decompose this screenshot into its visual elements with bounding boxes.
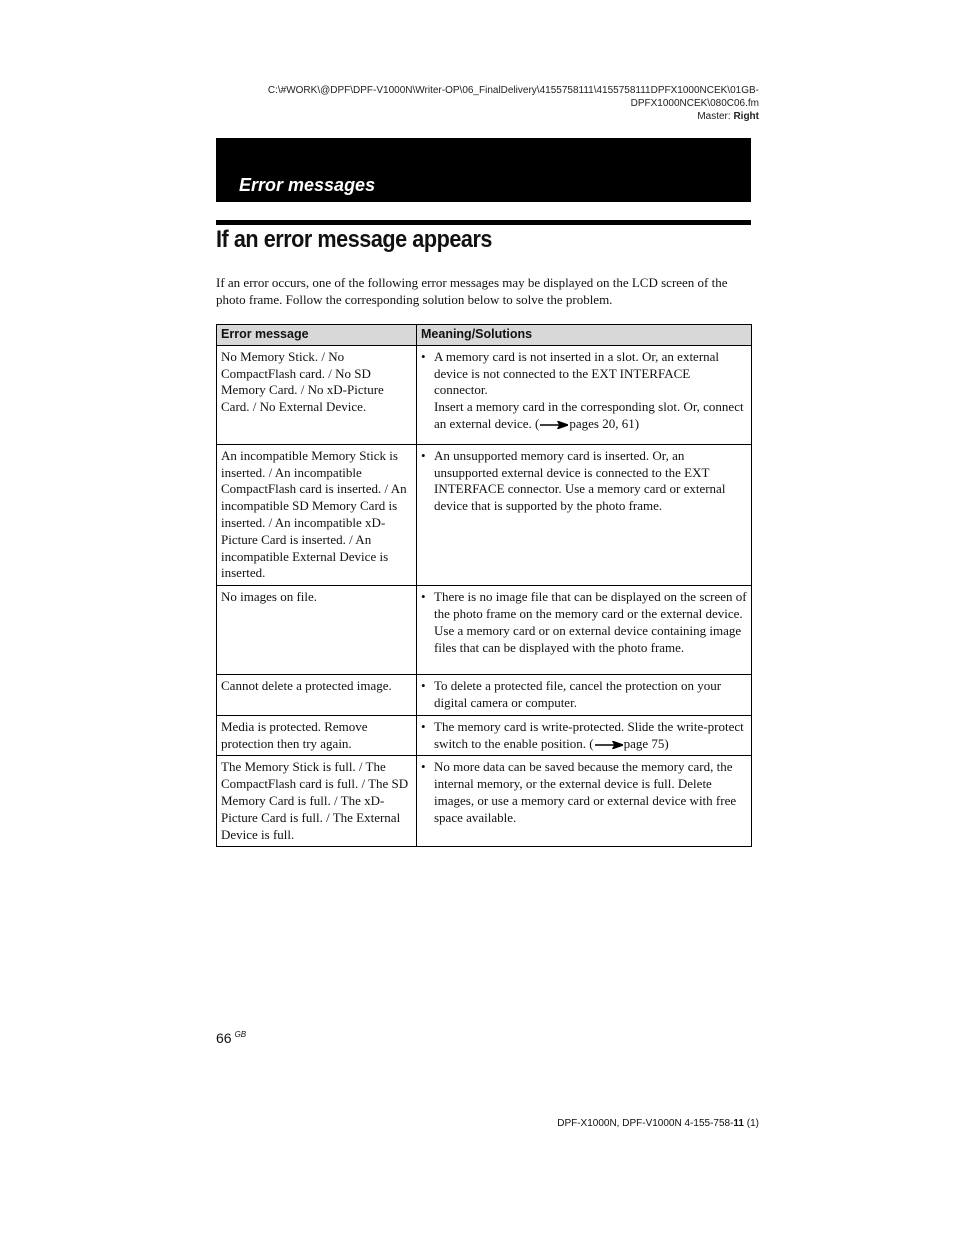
footer-model-line (557, 1118, 759, 1129)
bullet-icon: • (421, 718, 426, 734)
error-message-cell: The Memory Stick is full. / The CompactFlash card is full. / The SD Memory Card is full. / The xD-Picture Card is full. / The External Device is full. (217, 756, 417, 847)
solution-text: No more data can be saved because the memory card, the internal memory, or the external device is full. Delete images, or use a memory card or external device with free space available. (434, 759, 737, 825)
bullet-item (421, 589, 747, 656)
table-row (217, 715, 752, 756)
bullet-icon: • (421, 678, 426, 694)
error-message-cell: No images on file. (217, 586, 417, 675)
bullet-item (421, 448, 747, 515)
master-line (268, 110, 759, 123)
page-number-value: 66 (216, 1030, 232, 1046)
solution-cell (417, 675, 752, 716)
table-row (217, 586, 752, 675)
bullet-icon: • (421, 589, 426, 605)
table-row (217, 444, 752, 585)
solution-cell (417, 586, 752, 675)
solution-cell (417, 345, 752, 444)
solution-text (434, 719, 747, 753)
file-path-line-1: C:\#WORK\@DPF\DPF-V1000N\Writer-OP\06_FinalDelivery\4155758111\4155758111DPFX1000NCEK\01GB- (267, 85, 759, 96)
error-table (216, 324, 752, 847)
solution-main: The memory card is write-protected. Slide the write-protect switch to the enable position. ( (434, 718, 744, 751)
solution-text: There is no image file that can be displayed on the screen of the photo frame on the memory card or the external device. Use a memory card or on external device containing image files that can be displayed with the photo frame. (434, 589, 747, 655)
error-message-cell: No Memory Stick. / No CompactFlash card. / No SD Memory Card. / No xD-Picture Card. / No External Device. (217, 345, 417, 444)
page-title: If an error message appears (216, 226, 492, 253)
solution-text (434, 349, 747, 433)
page-number-suffix: GB (234, 1030, 247, 1039)
bullet-item (421, 349, 747, 433)
column-header-error-message: Error message (217, 325, 417, 346)
banner-title: Error messages (239, 175, 376, 195)
intro-paragraph: If an error occurs, one of the following error messages may be displayed on the LCD screen of the photo frame. Follow the corresponding solution below to solve the problem. (216, 275, 728, 307)
bullet-item (421, 719, 747, 753)
column-header-meaning: Meaning/Solutions (417, 325, 752, 346)
bullet-icon: • (421, 348, 426, 364)
bullet-item (421, 678, 747, 712)
solution-text: An unsupported memory card is inserted. Or, an unsupported external device is connected to the EXT INTERFACE connector. Use a memory card or external device that is supported by the photo frame. (434, 447, 726, 514)
error-message-cell: An incompatible Memory Stick is inserted. / An incompatible CompactFlash card is inserted. / An incompatible SD Memory Card is inserted. / An incompatible xD-Picture Card is inserted. / An incompatible External Device is inserted. (217, 444, 417, 585)
bullet-icon: • (421, 447, 426, 463)
solution-cell (417, 444, 752, 585)
footer-suffix: (1) (744, 1118, 759, 1129)
file-path-line-2: DPFX1000NCEK\080C06.fm (630, 98, 759, 109)
table-row (217, 345, 752, 444)
arrow-right-icon (540, 421, 568, 429)
footer-bold: 11 (733, 1118, 744, 1129)
solution-cell (417, 715, 752, 756)
error-message-cell: Media is protected. Remove protection then try again. (217, 715, 417, 756)
bullet-icon: • (421, 759, 426, 775)
solution-extra: Insert a memory card in the corresponding slot. Or, connect an external device. ( (434, 399, 744, 431)
arrow-right-icon (595, 741, 623, 749)
section-banner (216, 138, 751, 202)
bullet-item (421, 759, 747, 826)
table-row (217, 756, 752, 847)
table-row (217, 675, 752, 716)
footer-text: DPF-X1000N, DPF-V1000N 4-155-758- (557, 1118, 734, 1129)
file-path-header (268, 84, 759, 123)
table-header-row (217, 325, 752, 346)
page-reference: page 75) (623, 735, 669, 751)
page-number (216, 1030, 246, 1046)
solution-main: A memory card is not inserted in a slot. Or, an external device is not connected to the EXT INTERFACE connector. (434, 348, 720, 398)
heading-rule (216, 220, 751, 225)
solution-cell (417, 756, 752, 847)
page-reference: pages 20, 61) (569, 415, 640, 431)
master-label: Master: (697, 111, 734, 122)
error-message-cell: Cannot delete a protected image. (217, 675, 417, 716)
master-value: Right (733, 111, 759, 122)
solution-text: To delete a protected file, cancel the protection on your digital camera or computer. (434, 678, 722, 710)
